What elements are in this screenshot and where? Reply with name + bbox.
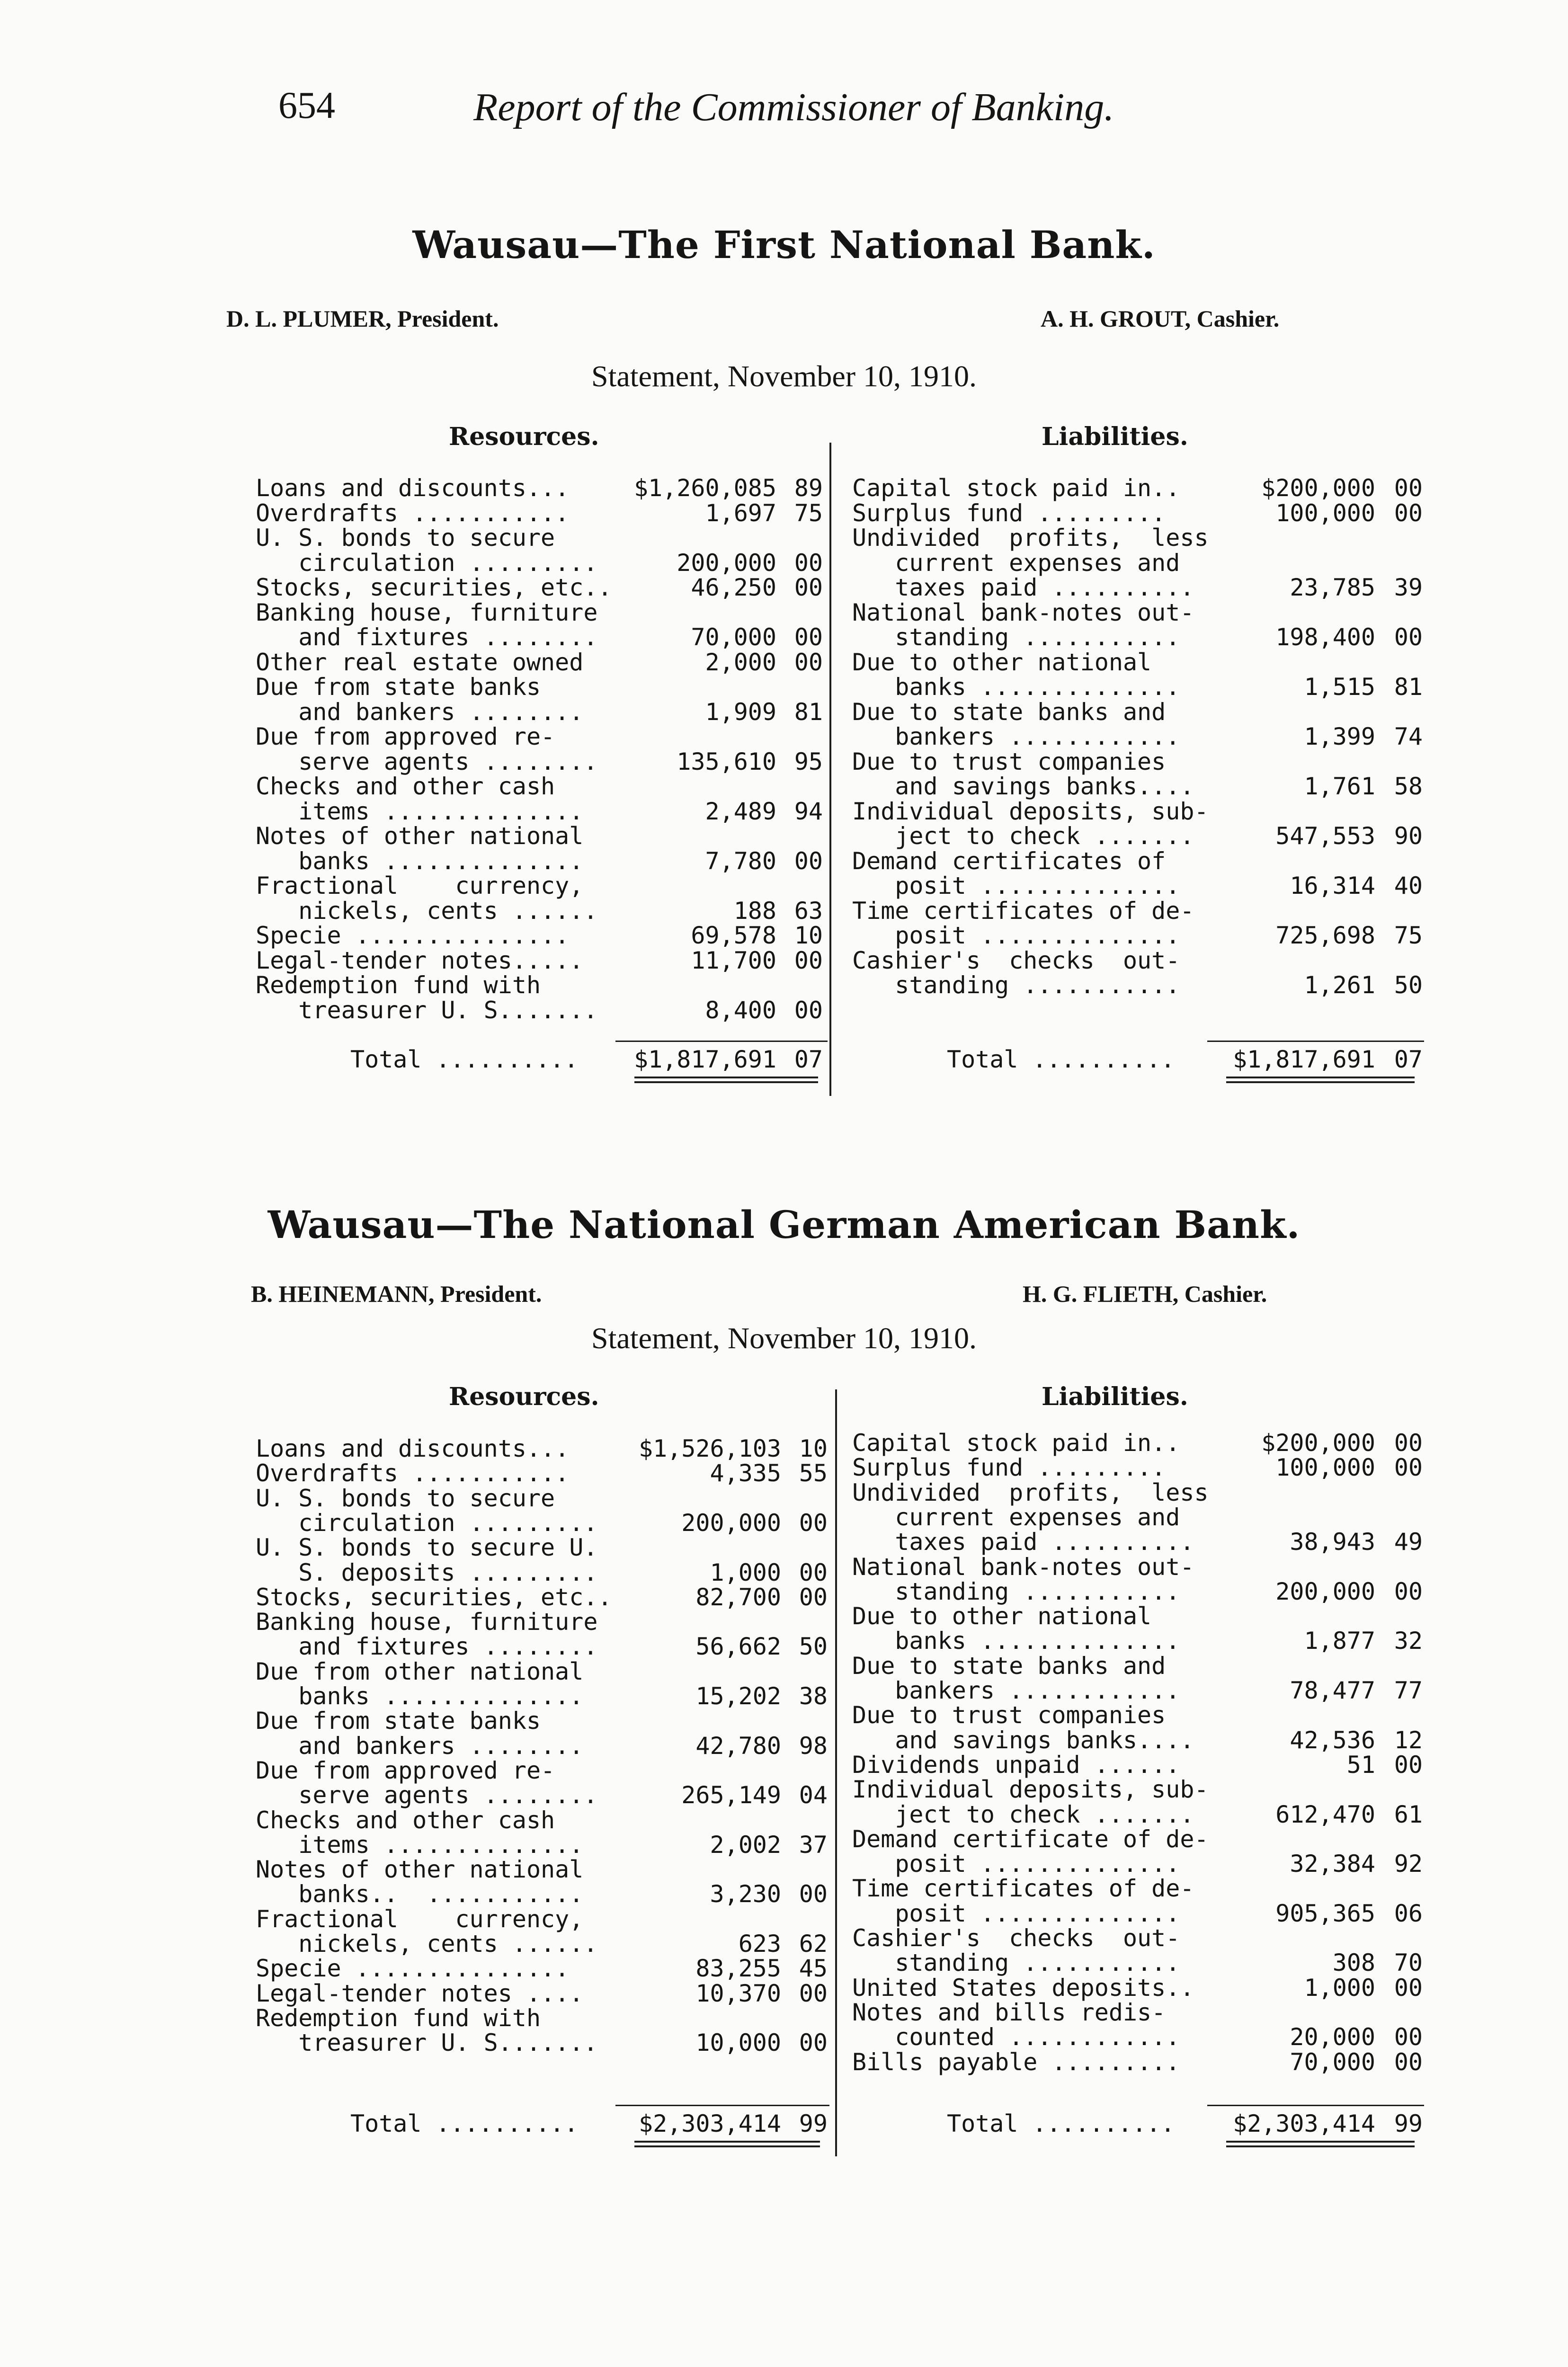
resource-row-amount: 46,250 bbox=[691, 574, 776, 601]
resource-row-amount: 69,578 bbox=[691, 922, 776, 949]
resource-row-label: and bankers ........ bbox=[256, 1732, 584, 1760]
resource-row-cents: 94 bbox=[794, 797, 823, 825]
liability-row-label: taxes paid .......... bbox=[852, 1528, 1194, 1556]
resource-total-cents: 99 bbox=[799, 2110, 828, 2137]
liability-row bbox=[0, 973, 1568, 997]
resource-total-amount: $1,817,691 bbox=[633, 1046, 776, 1073]
resource-total-double-rule bbox=[634, 2141, 820, 2147]
liability-row bbox=[0, 1505, 1568, 1530]
resource-row-cents: 10 bbox=[794, 922, 823, 949]
resource-row-label: serve agents ........ bbox=[256, 1781, 598, 1809]
resource-row-label: Due from other national bbox=[256, 1657, 584, 1685]
resource-row-amount: 265,149 bbox=[681, 1781, 781, 1809]
liability-row-cents: 74 bbox=[1394, 723, 1423, 750]
bank-1-cashier: A. H. GROUT, Cashier. bbox=[1041, 305, 1280, 332]
liability-row-label: Surplus fund ......... bbox=[852, 499, 1166, 527]
resource-row-cents: 10 bbox=[799, 1435, 828, 1462]
resource-row-label: Checks and other cash bbox=[256, 1806, 555, 1834]
resource-row-amount: 200,000 bbox=[681, 1509, 781, 1537]
resource-row-amount: 83,255 bbox=[695, 1955, 781, 1983]
liability-row bbox=[0, 1926, 1568, 1950]
resource-row-cents: 00 bbox=[794, 574, 823, 601]
liability-row-amount: 32,384 bbox=[1290, 1850, 1375, 1878]
resource-row-label: Redemption fund with bbox=[256, 971, 541, 999]
liability-row bbox=[0, 675, 1568, 699]
liability-row-label: standing ........... bbox=[852, 1577, 1180, 1605]
resource-row-cents: 00 bbox=[794, 946, 823, 974]
liability-row-label: Due to trust companies bbox=[852, 747, 1166, 775]
resource-row-cents: 00 bbox=[794, 549, 823, 577]
bank-2-liabilities-heading: Liabilities. bbox=[1042, 1382, 1188, 1411]
liability-row-label: Due to state banks and bbox=[852, 698, 1166, 726]
liability-row bbox=[0, 923, 1568, 948]
liability-row bbox=[0, 1579, 1568, 1604]
resource-row-amount: 135,610 bbox=[677, 747, 776, 775]
liability-row-amount: 1,261 bbox=[1304, 971, 1375, 999]
bank-2-president: B. HEINEMANN, President. bbox=[251, 1281, 542, 1307]
liability-row-label: ject to check ....... bbox=[852, 822, 1194, 850]
liability-total-label: Total .......... bbox=[947, 2110, 1175, 2137]
liability-row-cents: 70 bbox=[1394, 1949, 1423, 1977]
liability-row-label: posit .............. bbox=[852, 1899, 1180, 1927]
liability-row-amount: 547,553 bbox=[1275, 822, 1375, 850]
liability-row-amount: 612,470 bbox=[1275, 1800, 1375, 1828]
liability-row bbox=[0, 873, 1568, 898]
resource-row-cents: 62 bbox=[799, 1930, 828, 1958]
resource-row-label: U. S. bonds to secure bbox=[256, 524, 555, 552]
liability-row-amount: 38,943 bbox=[1290, 1528, 1375, 1556]
liability-row bbox=[0, 650, 1568, 675]
resource-row-label: Overdrafts ........... bbox=[256, 1459, 570, 1487]
liability-row bbox=[0, 2025, 1568, 2049]
resource-row-label: Due from approved re- bbox=[256, 1756, 555, 1784]
liability-row-label: Individual deposits, sub- bbox=[852, 797, 1209, 825]
liability-row bbox=[0, 476, 1568, 500]
liability-row-label: Due to other national bbox=[852, 648, 1152, 676]
resource-row-label: items .............. bbox=[256, 1831, 584, 1859]
liability-row bbox=[0, 1628, 1568, 1653]
resource-row-amount: 8,400 bbox=[705, 996, 776, 1024]
liability-row-label: Cashier's checks out- bbox=[852, 946, 1180, 974]
liability-row-amount: 725,698 bbox=[1275, 922, 1375, 949]
resource-row-label: Notes of other national bbox=[256, 1856, 584, 1884]
resource-row-cents: 00 bbox=[794, 648, 823, 676]
resource-row-label: and fixtures ........ bbox=[256, 623, 598, 651]
liability-row-label: banks .............. bbox=[852, 1627, 1180, 1655]
liability-total-amount: $1,817,691 bbox=[1232, 1046, 1375, 1073]
liability-row-label: Dividends unpaid ...... bbox=[852, 1751, 1180, 1779]
liability-row-label: taxes paid .......... bbox=[852, 574, 1194, 601]
resource-row-amount: 188 bbox=[733, 897, 776, 925]
resource-row-cents: 45 bbox=[799, 1955, 828, 1983]
liability-row-amount: 70,000 bbox=[1290, 2048, 1375, 2076]
liability-row bbox=[0, 899, 1568, 923]
resource-row-label: Loans and discounts... bbox=[256, 474, 570, 502]
resource-row-label: treasurer U. S....... bbox=[256, 2029, 598, 2057]
liability-row-amount: $200,000 bbox=[1261, 474, 1375, 502]
liability-row-amount: 78,477 bbox=[1290, 1677, 1375, 1704]
resource-row-amount: 2,000 bbox=[705, 648, 776, 676]
liability-row-amount: 308 bbox=[1332, 1949, 1375, 1977]
liability-row bbox=[0, 2000, 1568, 2025]
liability-row bbox=[0, 849, 1568, 873]
resource-total-label: Total .......... bbox=[350, 1046, 579, 1073]
liability-row-cents: 00 bbox=[1394, 499, 1423, 527]
resource-row-label: Banking house, furniture bbox=[256, 598, 598, 626]
resource-row-cents: 00 bbox=[794, 847, 823, 875]
resource-row-cents: 00 bbox=[799, 1880, 828, 1908]
liability-row-label: posit .............. bbox=[852, 872, 1180, 899]
liability-row-cents: 00 bbox=[1394, 2023, 1423, 2051]
liability-row-amount: 100,000 bbox=[1275, 499, 1375, 527]
liability-row-label: Demand certificate of de- bbox=[852, 1825, 1209, 1853]
liability-row-amount: 100,000 bbox=[1275, 1454, 1375, 1482]
resource-row-amount: 4,335 bbox=[710, 1459, 781, 1487]
liability-row bbox=[0, 1802, 1568, 1827]
resource-row-cents: 89 bbox=[794, 474, 823, 502]
liability-row-label: Notes and bills redis- bbox=[852, 1998, 1166, 2026]
liability-row-label: Surplus fund ......... bbox=[852, 1454, 1166, 1482]
resource-row-label: S. deposits ......... bbox=[256, 1558, 598, 1586]
resource-row-label: Legal-tender notes..... bbox=[256, 946, 584, 974]
resource-row-label: Specie ............... bbox=[256, 1955, 570, 1983]
resource-total-rule bbox=[615, 2105, 829, 2106]
resource-row-label: Overdrafts ........... bbox=[256, 499, 570, 527]
liability-row-amount: 198,400 bbox=[1275, 623, 1375, 651]
liability-row bbox=[0, 1555, 1568, 1579]
liability-row-cents: 50 bbox=[1394, 971, 1423, 999]
liability-row bbox=[0, 1480, 1568, 1505]
liability-row-cents: 39 bbox=[1394, 574, 1423, 601]
liability-row bbox=[0, 1950, 1568, 1975]
liability-row-amount: 1,877 bbox=[1304, 1627, 1375, 1655]
liability-row-amount: 1,761 bbox=[1304, 773, 1375, 800]
resource-row-label: Due from state banks bbox=[256, 673, 541, 701]
liability-total-amount: $2,303,414 bbox=[1232, 2110, 1375, 2137]
liability-row-amount: 42,536 bbox=[1290, 1726, 1375, 1754]
liability-row-label: current expenses and bbox=[852, 1503, 1180, 1531]
resource-row-cents: 55 bbox=[799, 1459, 828, 1487]
liability-row-label: United States deposits.. bbox=[852, 1974, 1194, 2002]
liability-row-amount: 1,399 bbox=[1304, 723, 1375, 750]
resource-row-label: circulation ......... bbox=[256, 1509, 598, 1537]
liability-row-label: counted ............ bbox=[852, 2023, 1180, 2051]
liability-row bbox=[0, 625, 1568, 650]
liability-row-label: Individual deposits, sub- bbox=[852, 1776, 1209, 1804]
liability-total-rule bbox=[1207, 2105, 1424, 2106]
resource-row-cents: 00 bbox=[794, 996, 823, 1024]
resource-row-amount: 1,909 bbox=[705, 698, 776, 726]
liability-row-label: and savings banks.... bbox=[852, 1726, 1194, 1754]
liability-row bbox=[0, 1975, 1568, 2000]
resource-row-label: Fractional currency, bbox=[256, 872, 584, 899]
resource-row-label: and fixtures ........ bbox=[256, 1633, 598, 1661]
liability-row-cents: 92 bbox=[1394, 1850, 1423, 1878]
resource-row-label: Banking house, furniture bbox=[256, 1608, 598, 1636]
resource-row-amount: 10,370 bbox=[695, 1979, 781, 2007]
resource-total-label: Total .......... bbox=[350, 2110, 579, 2137]
liability-row bbox=[0, 948, 1568, 973]
resource-row-label: and bankers ........ bbox=[256, 698, 584, 726]
liability-row-cents: 00 bbox=[1394, 623, 1423, 651]
liability-row-label: Undivided profits, less bbox=[852, 1478, 1209, 1506]
liability-row bbox=[0, 551, 1568, 575]
liability-row-amount: 1,000 bbox=[1304, 1974, 1375, 2002]
liability-row-label: Demand certificates of bbox=[852, 847, 1166, 875]
liability-row bbox=[0, 774, 1568, 799]
resource-row-amount: 623 bbox=[738, 1930, 781, 1958]
resource-row-cents: 95 bbox=[794, 747, 823, 775]
bank-2-cashier: H. G. FLIETH, Cashier. bbox=[1023, 1281, 1267, 1307]
resource-row-amount: 82,700 bbox=[695, 1583, 781, 1611]
resource-row-label: banks.. ........... bbox=[256, 1880, 584, 1908]
resource-row-label: U. S. bonds to secure U. bbox=[256, 1534, 598, 1562]
liability-row-label: banks .............. bbox=[852, 673, 1180, 701]
resource-row-amount: $1,260,085 bbox=[633, 474, 776, 502]
liability-row-cents: 00 bbox=[1394, 1577, 1423, 1605]
liability-total-row bbox=[0, 1047, 1568, 1072]
resource-row-label: banks .............. bbox=[256, 1682, 584, 1710]
liability-row-label: Due to state banks and bbox=[852, 1652, 1166, 1680]
resource-row-cents: 00 bbox=[794, 623, 823, 651]
liability-row-label: Cashier's checks out- bbox=[852, 1924, 1180, 1952]
liability-row bbox=[0, 824, 1568, 848]
resource-row-amount: 15,202 bbox=[695, 1682, 781, 1710]
resource-row-amount: 7,780 bbox=[705, 847, 776, 875]
liability-row-cents: 77 bbox=[1394, 1677, 1423, 1704]
resource-row-label: Notes of other national bbox=[256, 822, 584, 850]
liability-row-amount: 905,365 bbox=[1275, 1899, 1375, 1927]
liability-row bbox=[0, 1431, 1568, 1455]
liability-row-label: bankers ............ bbox=[852, 723, 1180, 750]
liability-row-cents: 06 bbox=[1394, 1899, 1423, 1927]
resource-row-cents: 63 bbox=[794, 897, 823, 925]
resource-row-amount: 10,000 bbox=[695, 2029, 781, 2057]
liability-row bbox=[0, 1777, 1568, 1802]
liability-row bbox=[0, 501, 1568, 525]
liability-row bbox=[0, 525, 1568, 550]
liability-total-double-rule bbox=[1226, 2141, 1415, 2147]
liability-row-label: standing ........... bbox=[852, 623, 1180, 651]
resource-row-label: treasurer U. S....... bbox=[256, 996, 598, 1024]
resource-row-cents: 98 bbox=[799, 1732, 828, 1760]
resource-row-label: Checks and other cash bbox=[256, 773, 555, 800]
resource-row-cents: 00 bbox=[799, 1979, 828, 2007]
liability-row-label: bankers ............ bbox=[852, 1677, 1180, 1704]
liability-row bbox=[0, 1851, 1568, 1876]
liability-row-label: Due to trust companies bbox=[852, 1701, 1166, 1729]
resource-row-amount: 2,002 bbox=[710, 1831, 781, 1859]
liability-row bbox=[0, 600, 1568, 625]
resource-row-cents: 75 bbox=[794, 499, 823, 527]
liability-row-label: posit .............. bbox=[852, 1850, 1180, 1878]
liability-row bbox=[0, 1530, 1568, 1554]
resource-row-amount: 70,000 bbox=[691, 623, 776, 651]
liability-row bbox=[0, 1876, 1568, 1901]
bank-1-resources-heading: Resources. bbox=[449, 422, 599, 451]
liability-row-label: Time certificates of de- bbox=[852, 1875, 1194, 1903]
resource-row-label: serve agents ........ bbox=[256, 747, 598, 775]
resource-row-cents: 81 bbox=[794, 698, 823, 726]
liability-row-cents: 58 bbox=[1394, 773, 1423, 800]
page-number: 654 bbox=[278, 85, 335, 126]
running-title: Report of the Commissioner of Banking. bbox=[473, 85, 1114, 129]
resource-row-cents: 50 bbox=[799, 1633, 828, 1661]
resource-total-amount: $2,303,414 bbox=[638, 2110, 781, 2137]
liability-row-cents: 00 bbox=[1394, 1429, 1423, 1457]
liability-row-cents: 75 bbox=[1394, 922, 1423, 949]
resource-total-cents: 07 bbox=[794, 1046, 823, 1073]
liability-row bbox=[0, 2050, 1568, 2074]
liability-row-label: ject to check ....... bbox=[852, 1800, 1194, 1828]
resource-row-amount: 1,697 bbox=[705, 499, 776, 527]
resource-row-amount: 56,662 bbox=[695, 1633, 781, 1661]
liability-row bbox=[0, 1654, 1568, 1678]
resource-row-cents: 00 bbox=[799, 1583, 828, 1611]
resource-row-label: Legal-tender notes .... bbox=[256, 1979, 584, 2007]
resource-row-label: Redemption fund with bbox=[256, 2004, 541, 2032]
liability-row-amount: $200,000 bbox=[1261, 1429, 1375, 1457]
liability-row-cents: 49 bbox=[1394, 1528, 1423, 1556]
liability-row-cents: 81 bbox=[1394, 673, 1423, 701]
resource-total-rule bbox=[615, 1041, 828, 1042]
resource-row bbox=[0, 998, 1568, 1023]
liability-row-cents: 12 bbox=[1394, 1726, 1423, 1754]
resource-row-cents: 00 bbox=[799, 2029, 828, 2057]
liability-row-amount: 200,000 bbox=[1275, 1577, 1375, 1605]
liability-row-cents: 00 bbox=[1394, 2048, 1423, 2076]
bank-1-president: D. L. PLUMER, President. bbox=[226, 305, 499, 332]
resource-total-double-rule bbox=[634, 1077, 818, 1083]
liability-row-label: Due to other national bbox=[852, 1602, 1152, 1630]
liability-row-label: Capital stock paid in.. bbox=[852, 1429, 1180, 1457]
liability-row bbox=[0, 1827, 1568, 1851]
liability-row-label: standing ........... bbox=[852, 971, 1180, 999]
resource-row-amount: 3,230 bbox=[710, 1880, 781, 1908]
resource-row-amount: $1,526,103 bbox=[638, 1435, 781, 1462]
resource-row-cents: 37 bbox=[799, 1831, 828, 1859]
liability-total-double-rule bbox=[1226, 1077, 1415, 1083]
bank-2-resources-heading: Resources. bbox=[449, 1382, 599, 1411]
liability-total-label: Total .......... bbox=[947, 1046, 1175, 1073]
liability-row-label: standing ........... bbox=[852, 1949, 1180, 1977]
liability-row-label: Capital stock paid in.. bbox=[852, 474, 1180, 502]
resource-row-label: Stocks, securities, etc.. bbox=[256, 1583, 612, 1611]
resource-row-label: Stocks, securities, etc.. bbox=[256, 574, 612, 601]
resource-row-amount: 11,700 bbox=[691, 946, 776, 974]
liability-row-label: National bank-notes out- bbox=[852, 598, 1194, 626]
liability-row bbox=[0, 1728, 1568, 1753]
resource-row-label: Due from approved re- bbox=[256, 723, 555, 750]
liability-total-row bbox=[0, 2111, 1568, 2136]
liability-row-label: posit .............. bbox=[852, 922, 1180, 949]
liability-row bbox=[0, 1604, 1568, 1628]
resource-row-cents: 00 bbox=[799, 1558, 828, 1586]
liability-row-amount: 16,314 bbox=[1290, 872, 1375, 899]
liability-row-label: Time certificates of de- bbox=[852, 897, 1194, 925]
resource-row-amount: 42,780 bbox=[695, 1732, 781, 1760]
resource-row-amount: 200,000 bbox=[677, 549, 776, 577]
resource-row-label: Loans and discounts... bbox=[256, 1435, 570, 1462]
liability-row bbox=[0, 1901, 1568, 1926]
resource-row-label: U. S. bonds to secure bbox=[256, 1484, 555, 1512]
liability-row-label: Bills payable ......... bbox=[852, 2048, 1180, 2076]
liability-row bbox=[0, 749, 1568, 774]
resource-row-label: nickels, cents ...... bbox=[256, 897, 598, 925]
liability-total-cents: 07 bbox=[1394, 1046, 1423, 1073]
liability-row bbox=[0, 1753, 1568, 1777]
liability-row-cents: 90 bbox=[1394, 822, 1423, 850]
resource-row-label: Due from state banks bbox=[256, 1707, 541, 1735]
resource-row-amount: 1,000 bbox=[710, 1558, 781, 1586]
resource-row-cents: 00 bbox=[799, 1509, 828, 1537]
liability-row bbox=[0, 1455, 1568, 1480]
liability-row-label: current expenses and bbox=[852, 549, 1180, 577]
resource-row-cents: 04 bbox=[799, 1781, 828, 1809]
resource-row-amount: 2,489 bbox=[705, 797, 776, 825]
resource-row-label: Fractional currency, bbox=[256, 1905, 584, 1933]
liability-row bbox=[0, 1703, 1568, 1727]
liability-row-label: National bank-notes out- bbox=[852, 1553, 1194, 1581]
liability-total-cents: 99 bbox=[1394, 2110, 1423, 2137]
bank-1-title: Wausau—The First National Bank. bbox=[412, 222, 1156, 267]
liability-row bbox=[0, 1678, 1568, 1703]
bank-2-statement: Statement, November 10, 1910. bbox=[591, 1321, 977, 1355]
liability-row-cents: 32 bbox=[1394, 1627, 1423, 1655]
liability-row-cents: 00 bbox=[1394, 1454, 1423, 1482]
liability-row bbox=[0, 575, 1568, 600]
liability-row-label: Undivided profits, less bbox=[852, 524, 1209, 552]
bank-2-title: Wausau—The National German American Bank. bbox=[267, 1202, 1301, 1247]
liability-row bbox=[0, 799, 1568, 824]
bank-1-statement: Statement, November 10, 1910. bbox=[591, 359, 977, 393]
resource-row-cents: 38 bbox=[799, 1682, 828, 1710]
liability-row-amount: 51 bbox=[1346, 1751, 1375, 1779]
liability-row-label: and savings banks.... bbox=[852, 773, 1194, 800]
resource-row-label: Specie ............... bbox=[256, 922, 570, 949]
liability-row bbox=[0, 700, 1568, 724]
liability-row-amount: 20,000 bbox=[1290, 2023, 1375, 2051]
resource-row-label: Other real estate owned bbox=[256, 648, 584, 676]
liability-row-cents: 00 bbox=[1394, 1751, 1423, 1779]
resource-row-label: nickels, cents ...... bbox=[256, 1930, 598, 1958]
liability-row-amount: 1,515 bbox=[1304, 673, 1375, 701]
resource-row-label: circulation ......... bbox=[256, 549, 598, 577]
liability-row-cents: 61 bbox=[1394, 1800, 1423, 1828]
liability-row-cents: 40 bbox=[1394, 872, 1423, 899]
liability-row bbox=[0, 724, 1568, 749]
liability-row-amount: 23,785 bbox=[1290, 574, 1375, 601]
liability-row-cents: 00 bbox=[1394, 474, 1423, 502]
resource-row-label: items .............. bbox=[256, 797, 584, 825]
liability-total-rule bbox=[1207, 1041, 1424, 1042]
resource-row-label: banks .............. bbox=[256, 847, 584, 875]
bank-1-liabilities-heading: Liabilities. bbox=[1042, 422, 1188, 451]
liability-row-cents: 00 bbox=[1394, 1974, 1423, 2002]
